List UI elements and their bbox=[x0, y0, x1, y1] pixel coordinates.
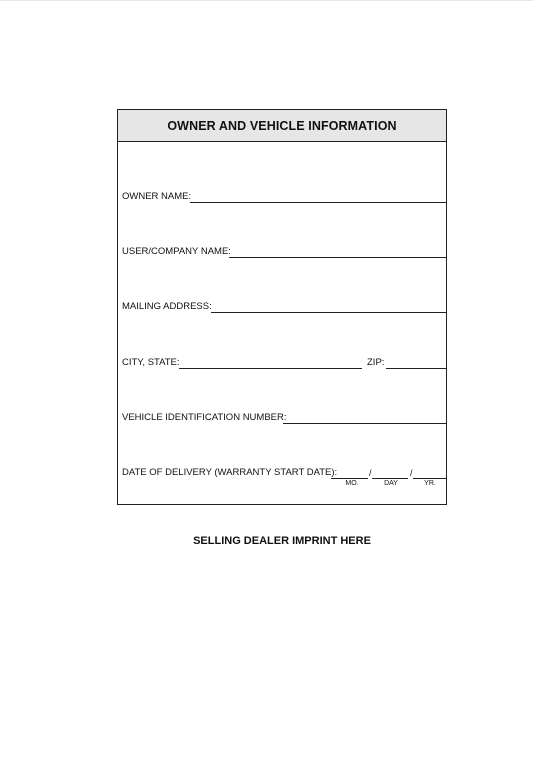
mailing-address-field[interactable] bbox=[211, 312, 446, 313]
day-caption: DAY bbox=[384, 480, 398, 487]
vin-label: VEHICLE IDENTIFICATION NUMBER: bbox=[122, 412, 287, 423]
owner-name-field[interactable] bbox=[190, 202, 446, 203]
mailing-address-label: MAILING ADDRESS: bbox=[122, 301, 212, 312]
zip-field[interactable] bbox=[386, 368, 446, 369]
date-separator: / bbox=[410, 468, 413, 478]
month-caption: MO. bbox=[345, 480, 359, 487]
year-caption: YR. bbox=[424, 480, 436, 487]
dealer-imprint-label: SELLING DEALER IMPRINT HERE bbox=[193, 535, 371, 547]
delivery-year-field[interactable] bbox=[413, 478, 446, 479]
city-state-field[interactable] bbox=[179, 368, 362, 369]
date-separator: / bbox=[369, 468, 372, 478]
owner-vehicle-form bbox=[117, 109, 447, 505]
delivery-day-field[interactable] bbox=[372, 478, 408, 479]
vin-field[interactable] bbox=[283, 423, 446, 424]
date-of-delivery-row bbox=[122, 466, 446, 487]
date-of-delivery-label: DATE OF DELIVERY (WARRANTY START DATE): bbox=[122, 467, 338, 478]
owner-name-row bbox=[122, 190, 446, 204]
city-state-label: CITY, STATE: bbox=[122, 357, 180, 368]
top-rule bbox=[0, 0, 533, 1]
zip-label: ZIP: bbox=[367, 357, 385, 368]
delivery-month-field[interactable] bbox=[331, 478, 368, 479]
user-company-name-label: USER/COMPANY NAME: bbox=[122, 246, 231, 257]
mailing-address-row bbox=[122, 300, 446, 314]
vin-row bbox=[122, 411, 446, 425]
user-company-name-row bbox=[122, 245, 446, 259]
user-company-name-field[interactable] bbox=[229, 257, 446, 258]
city-state-zip-row bbox=[122, 356, 446, 370]
form-title: OWNER AND VEHICLE INFORMATION bbox=[118, 110, 446, 142]
owner-name-label: OWNER NAME: bbox=[122, 191, 192, 202]
